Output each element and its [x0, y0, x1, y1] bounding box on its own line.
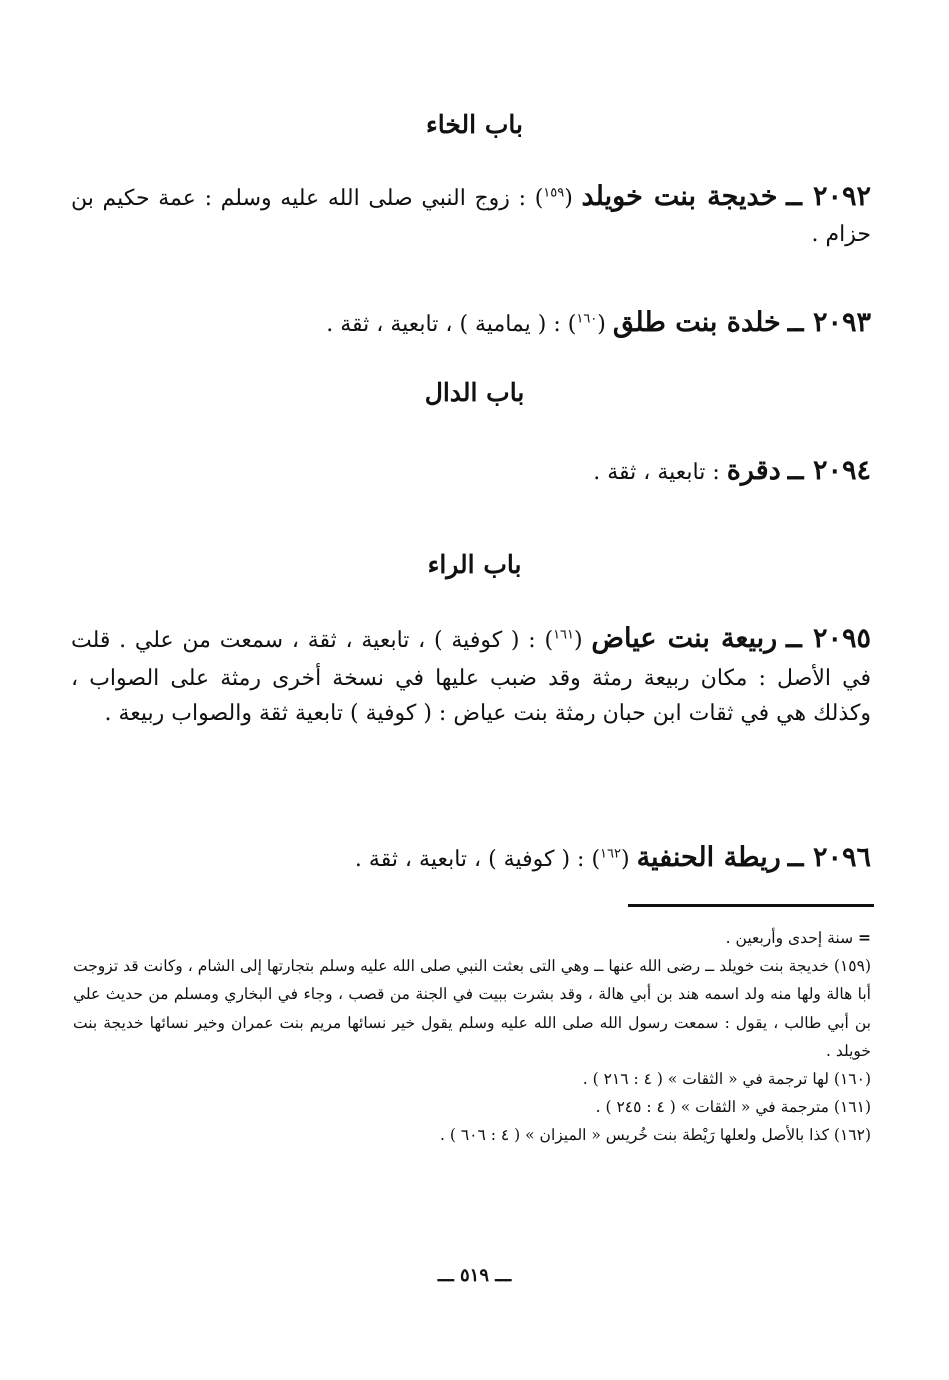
section-heading-kha: باب الخاء	[426, 110, 523, 139]
entry-2095: ٢٠٩٥ ــ ربيعة بنت عياض ($^{١٦١}$) : ( كوفية ) ، تابعية ، ثقة ، سمعت من علي . قلت في الأصل : مكان ربيعة رمثة وقد ضبب عليها في نسخة أخرى رمثة على الصواب ، وكذلك هي في ثقات ابن حبان رمثة بنت عياض : ( كوفية ) تابعية ثقة والصواب ربيعة .	[71, 623, 872, 727]
footnote-continuation	[73, 924, 871, 952]
entry-2092: ٢٠٩٢ ــ خديجة بنت خويلد ($^{١٥٩}$) : زوج النبي صلى الله عليه وسلم : عمة حكيم بن حزام .	[71, 181, 871, 247]
footnote-ref: ١٥٩	[543, 185, 565, 201]
entry-name: ريطة الحنفية	[636, 842, 781, 873]
footnote-161: (١٦١) مترجمة في « الثقات » ( ٤ : ٢٤٥ ) .	[595, 1098, 871, 1117]
section-heading-dal: باب الدال	[424, 378, 525, 407]
entry-number: ٢٠٩٣ ــ	[787, 307, 871, 338]
footnote-162: (١٦٢) كذا بالأصل ولعلها رَيْطة بنت خُريس « الميزان » ( ٤ : ٦٠٦ ) .	[440, 1126, 871, 1145]
entry-text: : ( كوفية ) ، تابعية ، ثقة .	[354, 847, 585, 872]
continuation-text: سنة إحدى وأربعين .	[725, 929, 854, 947]
footnote-divider	[628, 904, 874, 907]
entry-text: : تابعية ، ثقة .	[593, 460, 720, 485]
footnote-ref: ١٦٠	[576, 311, 598, 327]
footnote-159: (١٥٩) خديجة بنت خويلد ــ رضى الله عنها ــ وهي التى بعثت النبي صلى الله عليه وسلم بتجارتها إلى الشام ، وكانت قد تزوجت أبا هالة ولها منه ولد اسمه هند بن أبي هالة ، وقد بشرت ببيت في الجنة من قصب ، وجاء في البخاري ومسلم من حديث علي بن أبي طالب ، يقول : سمعت رسول الله صلى الله عليه وسلم يقول خير نسائها مريم بنت عمران وخير نسائها خديجة بنت خويلد .	[73, 957, 871, 1060]
footnote-ref: ١٦٢	[600, 846, 621, 862]
entry-number: ٢٠٩٤ ــ	[787, 455, 871, 486]
entry-name: ربيعة بنت عياض	[591, 623, 778, 654]
footnote-ref: ١٦١	[553, 627, 575, 643]
section-heading-ra: باب الراء	[427, 550, 522, 579]
footnotes	[73, 924, 871, 1150]
entry-text: : ( كوفية ) ، تابعية ، ثقة ، سمعت من علي . قلت في الأصل : مكان ربيعة رمثة وقد ضبب عليها في نسخة أخرى رمثة على الصواب ، وكذلك هي في ثقات ابن حبان رمثة بنت عياض : ( كوفية ) تابعية ثقة والصواب ربيعة .	[71, 628, 871, 727]
entry-text: : زوج النبي صلى الله عليه وسلم : عمة حكيم بن حزام .	[71, 186, 871, 247]
entry-2093: ٢٠٩٣ ــ خلدة بنت طلق ($^{١٦٠}$) : ( يمامية ) ، تابعية ، ثقة .	[326, 307, 871, 338]
entry-name: دقرة	[726, 455, 781, 486]
entry-number: ٢٠٩٢ ــ	[786, 181, 871, 212]
entry-name: خديجة بنت خويلد	[581, 181, 778, 212]
entry-name: خلدة بنت طلق	[612, 307, 781, 338]
continuation-mark: =	[858, 928, 871, 947]
page-number: ـــ ٥١٩ ـــ	[437, 1265, 512, 1286]
entry-text: : ( يمامية ) ، تابعية ، ثقة .	[326, 312, 561, 337]
entry-2096: ٢٠٩٦ ــ ريطة الحنفية ($^{١٦٢}$) : ( كوفية ) ، تابعية ، ثقة .	[354, 842, 871, 873]
footnote-160: (١٦٠) لها ترجمة في « الثقات » ( ٤ : ٢١٦ ) .	[582, 1070, 871, 1089]
entry-number: ٢٠٩٥ ــ	[786, 623, 872, 654]
entry-number: ٢٠٩٦ ــ	[787, 842, 871, 873]
entry-2094	[71, 450, 871, 492]
